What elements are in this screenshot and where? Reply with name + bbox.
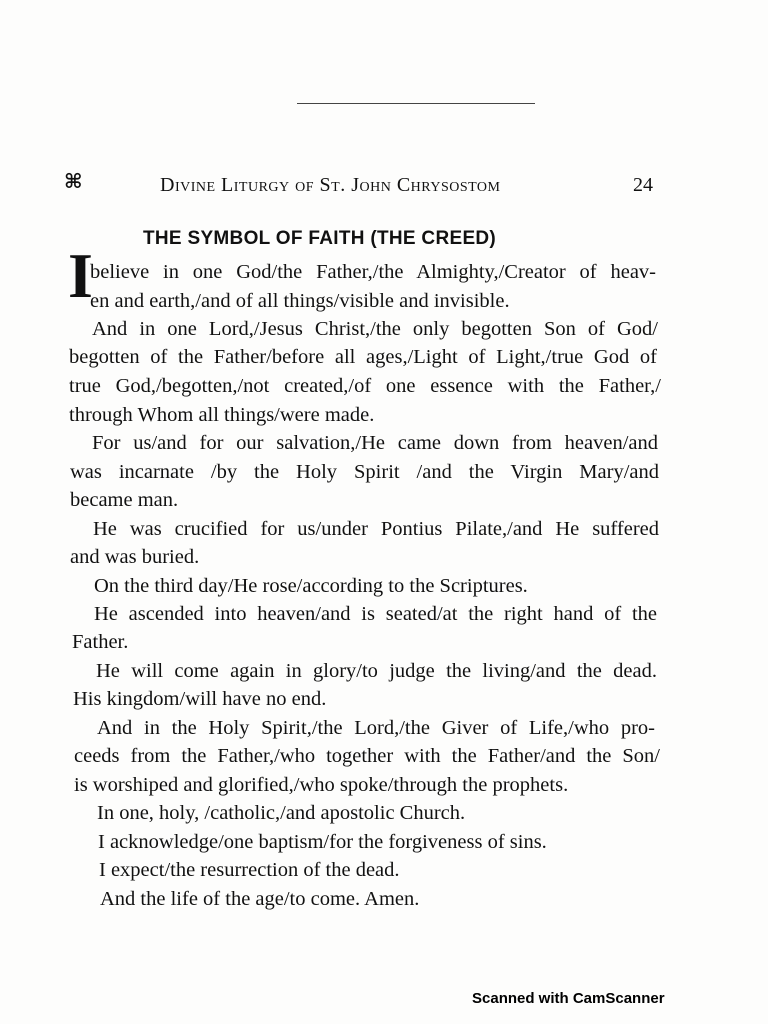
top-rule-divider (297, 103, 535, 104)
text-line: He was crucified for us/under Pontius Pilate,/and He suffered (93, 518, 659, 540)
text-line: en and earth,/and of all things/visible and invisible. (90, 290, 510, 312)
text-line: His kingdom/will have no end. (73, 688, 327, 710)
text-line: For us/and for our salvation,/He came down from heaven/and (92, 432, 658, 454)
section-title: THE SYMBOL OF FAITH (THE CREED) (143, 228, 497, 249)
text-line: In one, holy, /catholic,/and apostolic Church. (97, 802, 466, 824)
text-line: On the third day/He rose/according to the Scriptures. (94, 575, 528, 597)
text-line: through Whom all things/were made. (69, 404, 375, 426)
text-line: true God,/begotten,/not created,/of one essence with the Father,/ (69, 375, 661, 397)
text-line: believe in one God/the Father,/the Almighty,/Creator of heav- (90, 261, 656, 283)
drop-cap: I (68, 240, 93, 311)
text-line: I acknowledge/one baptism/for the forgiveness of sins. (98, 831, 547, 853)
text-line: Father. (72, 631, 129, 653)
text-line: And in the Holy Spirit,/the Lord,/the Giver of Life,/who pro- (97, 717, 655, 739)
scanner-watermark: Scanned with CamScanner (472, 990, 665, 1007)
text-line: ceeds from the Father,/who together with the Father/and the Son/ (74, 745, 660, 767)
text-line: He will come again in glory/to judge the living/and the dead. (96, 660, 657, 682)
text-line: begotten of the Father/before all ages,/Light of Light,/true God of (69, 346, 657, 368)
page-number: 24 (633, 174, 653, 196)
text-line: is worshiped and glorified,/who spoke/through the prophets. (74, 774, 569, 796)
text-line: I expect/the resurrection of the dead. (99, 859, 400, 881)
text-line: and was buried. (70, 546, 200, 568)
text-line: was incarnate /by the Holy Spirit /and the Virgin Mary/and (70, 461, 659, 483)
text-line: And the life of the age/to come. Amen. (100, 888, 420, 910)
text-line: He ascended into heaven/and is seated/at the right hand of the (94, 603, 657, 625)
text-line: And in one Lord,/Jesus Christ,/the only begotten Son of God/ (92, 318, 658, 340)
ornament-icon: ⌘ (64, 171, 83, 193)
text-line: became man. (70, 489, 179, 511)
running-head: Divine Liturgy of St. John Chrysostom (160, 174, 501, 196)
